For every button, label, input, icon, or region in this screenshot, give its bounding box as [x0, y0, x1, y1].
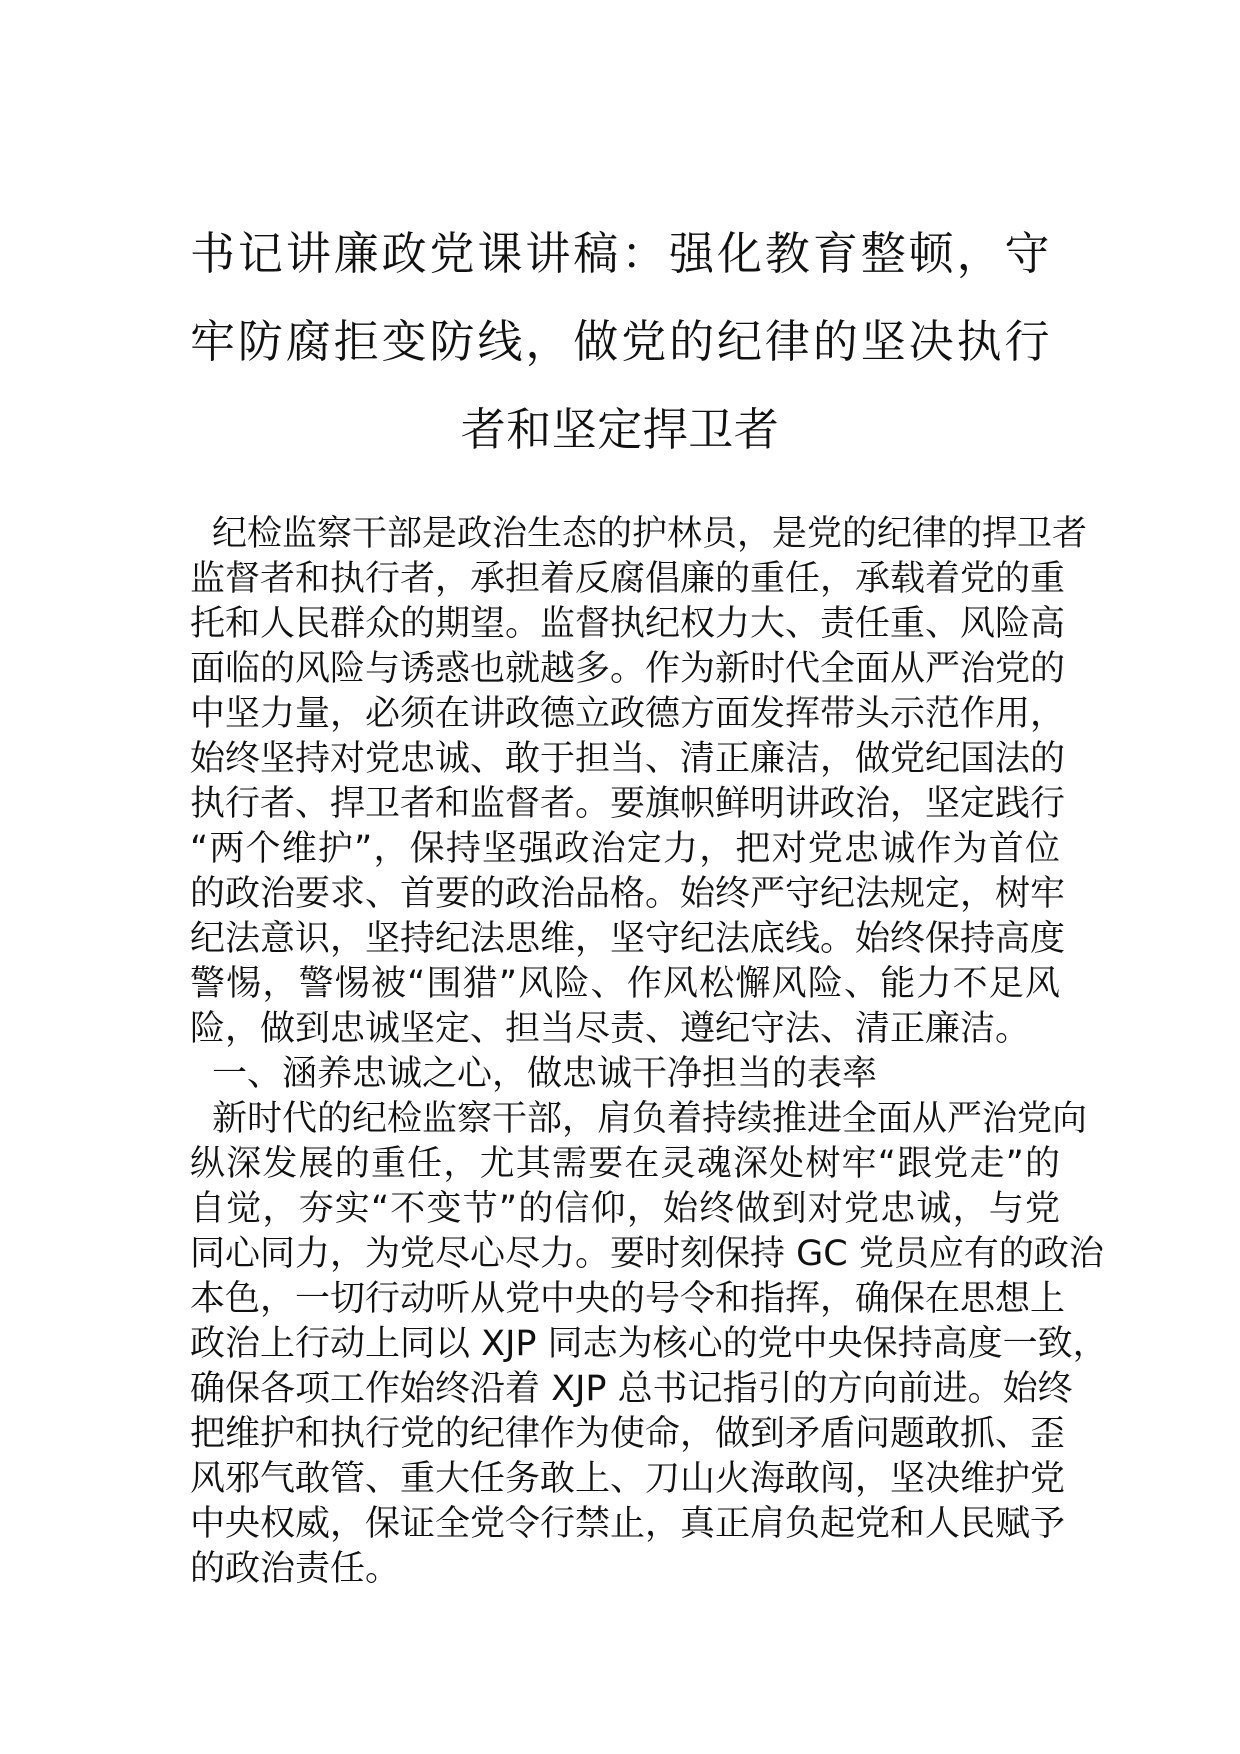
text-line: 面临的风险与诱惑也就越多。作为新时代全面从严治党的	[190, 649, 1066, 689]
text-line: 本色，一切行动听从党中央的号令和指挥，确保在思想上	[190, 1279, 1066, 1319]
text-line: 的政治要求、首要的政治品格。始终严守纪法规定，树牢	[190, 874, 1066, 914]
text-line: 纪法意识，坚持纪法思维，坚守纪法底线。始终保持高度	[190, 919, 1066, 959]
text-line: 中坚力量，必须在讲政德立政德方面发挥带头示范作用，	[190, 694, 1066, 734]
title-line: 书记讲廉政党课讲稿：强化教育整顿，守	[190, 227, 1050, 280]
text-line: 始终坚持对党忠诚、敢于担当、清正廉洁，做党纪国法的	[190, 739, 1066, 779]
text-line: 纵深发展的重任，尤其需要在灵魂深处树牢“跟党走”的	[190, 1144, 1060, 1184]
text-line: 把维护和执行党的纪律作为使命，做到矛盾问题敢抓、歪	[190, 1414, 1066, 1454]
text-line: 险，做到忠诚坚定、担当尽责、遵纪守法、清正廉洁。	[190, 1009, 1031, 1049]
text-line: 新时代的纪检监察干部，肩负着持续推进全面从严治党向	[212, 1099, 1088, 1139]
document-body	[190, 512, 1108, 1592]
text-line: 警惕，警惕被“围猎”风险、作风松懈风险、能力不足风	[190, 964, 1060, 1004]
section-heading: 一、涵养忠诚之心，做忠诚干净担当的表率	[212, 1054, 878, 1094]
text-line: 自觉，夯实“不变节”的信仰，始终做到对党忠诚，与党	[190, 1189, 1060, 1229]
text-line: 托和人民群众的期望。监督执纪权力大、责任重、风险高	[190, 604, 1066, 644]
title-line: 牢防腐拒变防线，做党的纪律的坚决执行	[190, 315, 1050, 368]
text-line: 同心同力，为党尽心尽力。要时刻保持 GC 党员应有的政治	[190, 1234, 1104, 1274]
paragraph-section-one	[190, 1097, 1108, 1592]
text-line: 执行者、捍卫者和监督者。要旗帜鲜明讲政治，坚定践行	[190, 784, 1066, 824]
document-title	[190, 210, 1050, 474]
text-line: “两个维护”，保持坚强政治定力，把对党忠诚作为首位	[190, 829, 1060, 869]
text-line: 政治上行动上同以 XJP 同志为核心的党中央保持高度一致，	[190, 1324, 1108, 1364]
text-line: 中央权威，保证全党令行禁止，真正肩负起党和人民赋予	[190, 1504, 1066, 1544]
text-line: 风邪气敢管、重大任务敢上、刀山火海敢闯，坚决维护党	[190, 1459, 1066, 1499]
paragraph-intro	[190, 512, 1088, 1052]
text-line: 的政治责任。	[190, 1549, 401, 1589]
title-line: 者和坚定捍卫者	[460, 403, 780, 456]
text-line: 确保各项工作始终沿着 XJP 总书记指引的方向前进。始终	[190, 1369, 1073, 1409]
text-line: 监督者和执行者，承担着反腐倡廉的重任，承载着党的重	[190, 559, 1066, 599]
text-line: 纪检监察干部是政治生态的护林员，是党的纪律的捍卫者	[212, 514, 1088, 554]
